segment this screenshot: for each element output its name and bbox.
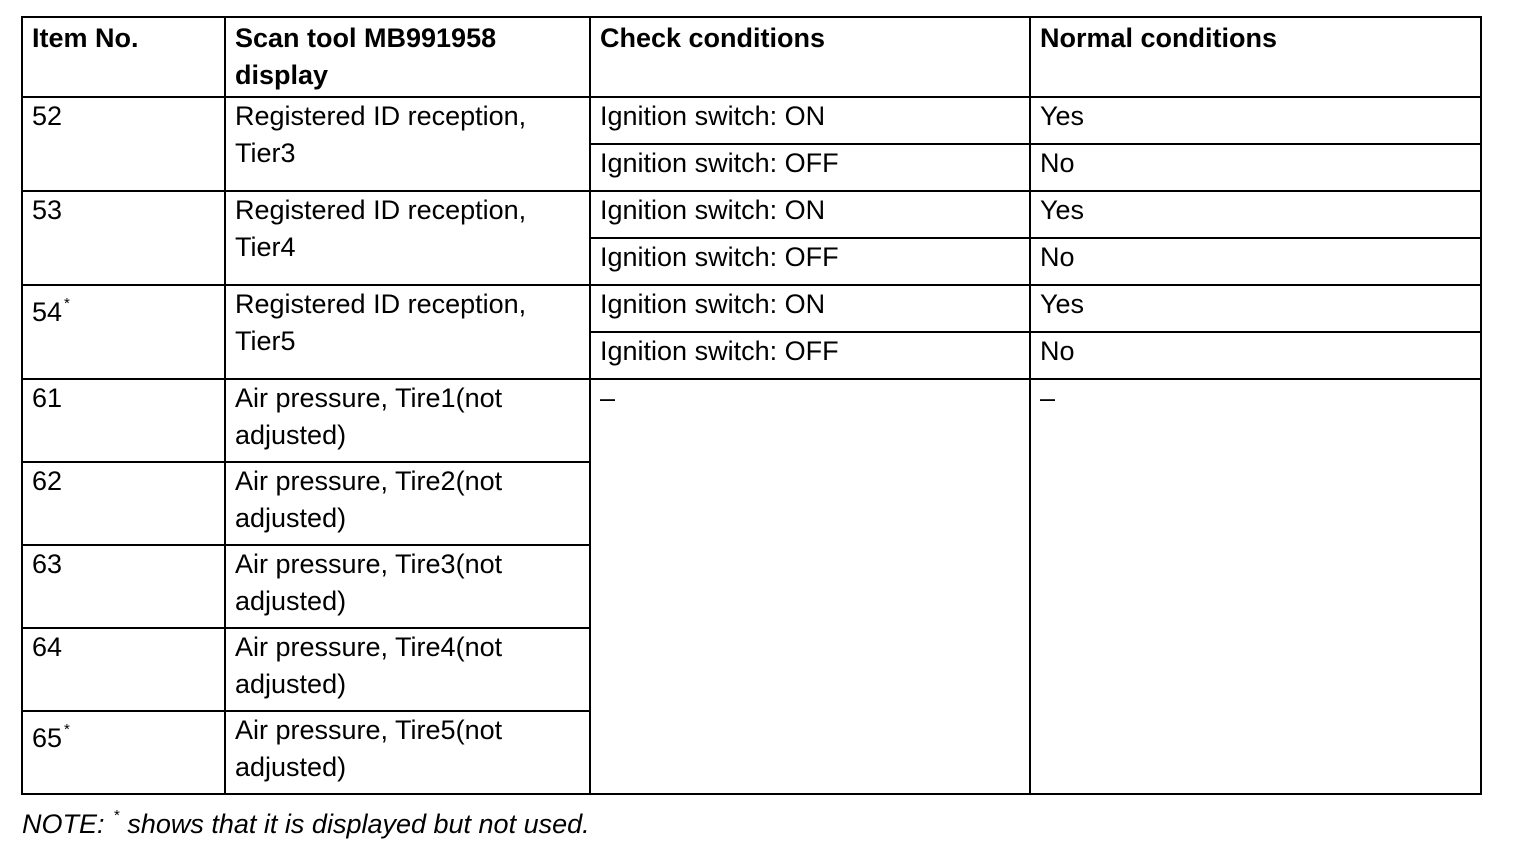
not-used-asterisk: * [64, 295, 70, 312]
normal-condition-cell: – [1030, 379, 1481, 794]
normal-condition-cell: No [1030, 332, 1481, 379]
item-number-cell [22, 379, 225, 462]
check-condition-cell: – [590, 379, 1030, 794]
normal-condition-cell: No [1030, 144, 1481, 191]
header-normal-conditions: Normal conditions [1030, 17, 1481, 97]
item-number-cell [22, 462, 225, 545]
item-number: 62 [32, 466, 63, 496]
item-number: 64 [32, 632, 63, 662]
header-row [22, 17, 1481, 97]
display-cell: Registered ID reception, Tier4 [225, 191, 590, 285]
header-display: Scan tool MB991958 display [225, 17, 590, 97]
footnote [22, 806, 590, 843]
table-row [22, 191, 1481, 238]
table-body [22, 97, 1481, 794]
note-asterisk: * [114, 807, 120, 824]
normal-condition-cell: Yes [1030, 97, 1481, 144]
item-number: 52 [32, 101, 63, 131]
table-row [22, 97, 1481, 144]
item-number: 65 [32, 723, 63, 753]
item-number-cell [22, 628, 225, 711]
note-prefix: NOTE: [22, 809, 113, 839]
normal-condition-cell: Yes [1030, 191, 1481, 238]
display-cell: Registered ID reception, Tier5 [225, 285, 590, 379]
item-number-cell [22, 545, 225, 628]
display-cell: Air pressure, Tire4(not adjusted) [225, 628, 590, 711]
item-number-cell [22, 97, 225, 191]
item-number-cell [22, 711, 225, 794]
table-row [22, 285, 1481, 332]
specification-table [21, 16, 1482, 795]
header-item-no: Item No. [22, 17, 225, 97]
display-cell: Registered ID reception, Tier3 [225, 97, 590, 191]
note-text: shows that it is displayed but not used. [119, 809, 590, 839]
check-condition-cell: Ignition switch: ON [590, 97, 1030, 144]
not-used-asterisk: * [64, 721, 70, 738]
check-condition-cell: Ignition switch: OFF [590, 144, 1030, 191]
item-number: 54 [32, 297, 63, 327]
check-condition-cell: Ignition switch: ON [590, 191, 1030, 238]
display-cell: Air pressure, Tire2(not adjusted) [225, 462, 590, 545]
item-number: 63 [32, 549, 63, 579]
display-cell: Air pressure, Tire5(not adjusted) [225, 711, 590, 794]
item-number: 61 [32, 383, 63, 413]
normal-condition-cell: Yes [1030, 285, 1481, 332]
item-number-cell [22, 285, 225, 379]
check-condition-cell: Ignition switch: ON [590, 285, 1030, 332]
display-cell: Air pressure, Tire3(not adjusted) [225, 545, 590, 628]
table-row [22, 379, 1481, 462]
item-number: 53 [32, 195, 63, 225]
check-condition-cell: Ignition switch: OFF [590, 238, 1030, 285]
normal-condition-cell: No [1030, 238, 1481, 285]
item-number-cell [22, 191, 225, 285]
header-check-conditions: Check conditions [590, 17, 1030, 97]
display-cell: Air pressure, Tire1(not adjusted) [225, 379, 590, 462]
check-condition-cell: Ignition switch: OFF [590, 332, 1030, 379]
